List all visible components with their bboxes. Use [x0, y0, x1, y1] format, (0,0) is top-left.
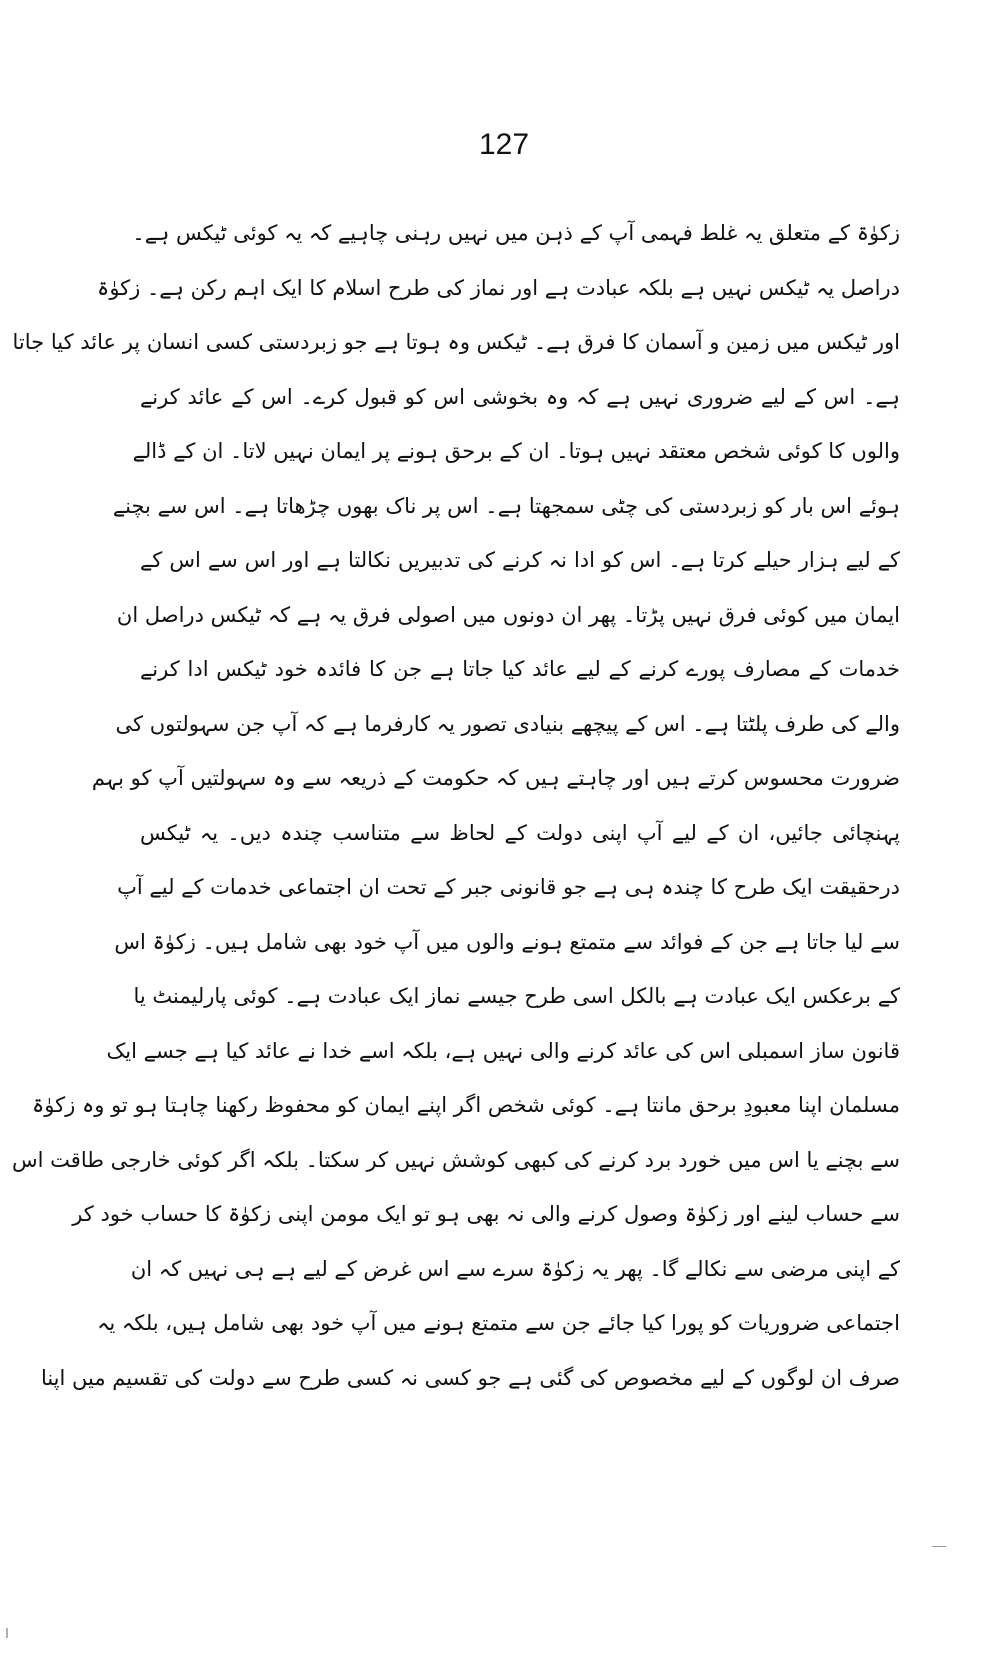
edge-mark: [6, 1628, 8, 1638]
text-line: اجتماعی ضروریات کو پورا کیا جائے جن سے متمتع ہونے میں آپ خود بھی شامل ہیں، بلکہ یہ: [97, 1311, 900, 1335]
page-number: 127: [478, 128, 530, 161]
text-line: کے اپنی مرضی سے نکالے گا۔ پھر یہ زکوٰۃ سرے سے اس غرض کے لیے ہے ہی نہیں کہ ان: [130, 1256, 900, 1281]
text-line: صرف ان لوگوں کے لیے مخصوص کی گئی ہے جو کسی نہ کسی طرح سے دولت کی تقسیم میں اپنا: [40, 1365, 900, 1390]
text-line: ضرورت محسوس کرتے ہیں اور چاہتے ہیں کہ حکومت کے ذریعہ سے وہ سہولتیں آپ کو بہم: [91, 766, 900, 790]
text-line: قانون ساز اسمبلی اس کی عائد کرنے والی نہیں ہے، بلکہ اسے خدا نے عائد کیا ہے جسے ایک: [106, 1038, 900, 1063]
text-line: ہوئے اس بار کو زبردستی کی چٹی سمجھتا ہے۔ اس پر ناک بھوں چڑھاتا ہے۔ اس سے بچنے: [112, 493, 900, 518]
text-line: دراصل یہ ٹیکس نہیں ہے بلکہ عبادت ہے اور نماز کی طرح اسلام کا ایک اہم رکن ہے۔ زکوٰۃ: [97, 275, 900, 300]
urdu-text-body: [12, 206, 900, 1405]
text-line: پہنچائی جائیں، ان کے لیے آپ اپنی دولت کے لحاظ سے متناسب چندہ دیں۔ یہ ٹیکس: [140, 820, 900, 845]
text-line: زکوٰۃ کے متعلق یہ غلط فہمی آپ کے ذہن میں نہیں رہنی چاہیے کہ یہ کوئی ٹیکس ہے۔: [132, 221, 900, 245]
text-line: ہے۔ اس کے لیے ضروری نہیں ہے کہ وہ بخوشی اس کو قبول کرے۔ اس کے عائد کرنے: [140, 384, 900, 409]
text-line: سے حساب لینے اور زکوٰۃ وصول کرنے والی نہ بھی ہو تو ایک مومن اپنی زکوٰۃ کا حساب خود کر: [72, 1202, 900, 1226]
text-line: درحقیقت ایک طرح کا چندہ ہی ہے جو قانونی جبر کے تحت ان اجتماعی خدمات کے لیے آپ: [117, 875, 900, 899]
text-line: ایمان میں کوئی فرق نہیں پڑتا۔ پھر ان دونوں میں اصولی فرق یہ ہے کہ ٹیکس دراصل ان: [116, 602, 900, 627]
text-line: کے لیے ہزار حیلے کرتا ہے۔ اس کو ادا نہ کرنے کی تدبیریں نکالتا ہے اور اس سے اس کے: [140, 548, 900, 572]
text-line: والوں کا کوئی شخص معتقد نہیں ہوتا۔ ان کے برحق ہونے پر ایمان نہیں لاتا۔ ان کے ڈالے: [132, 439, 900, 463]
text-line: سے لیا جاتا ہے جن کے فوائد سے متمتع ہونے والوں میں آپ خود بھی شامل ہیں۔ زکوٰۃ اس: [114, 929, 900, 954]
text-line: سے بچنے یا اس میں خورد برد کرنے کی کبھی کوشش نہیں کر سکتا۔ بلکہ اگر کوئی خارجی طاقت اس: [12, 1147, 900, 1172]
text-line: کے برعکس ایک عبادت ہے بالکل اسی طرح جیسے نماز ایک عبادت ہے۔ کوئی پارلیمنٹ یا: [133, 984, 900, 1008]
text-line: اور ٹیکس میں زمین و آسمان کا فرق ہے۔ ٹیکس وہ ہوتا ہے جو زبردستی کسی انسان پر عائد کیا جاتا: [12, 330, 900, 354]
text-line: والے کی طرف پلٹتا ہے۔ اس کے پیچھے بنیادی تصور یہ کارفرما ہے کہ آپ جن سہولتوں کی: [115, 711, 900, 736]
text-line: خدمات کے مصارف پورے کرنے کے لیے عائد کیا جاتا ہے جن کا فائدہ خود ٹیکس ادا کرنے: [140, 657, 900, 681]
text-line: مسلمان اپنا معبودِ برحق مانتا ہے۔ کوئی شخص اگر اپنے ایمان کو محفوظ رکھنا چاہتا ہو تو وہ زکوٰۃ: [31, 1093, 900, 1117]
footer-mark: [932, 1546, 946, 1547]
